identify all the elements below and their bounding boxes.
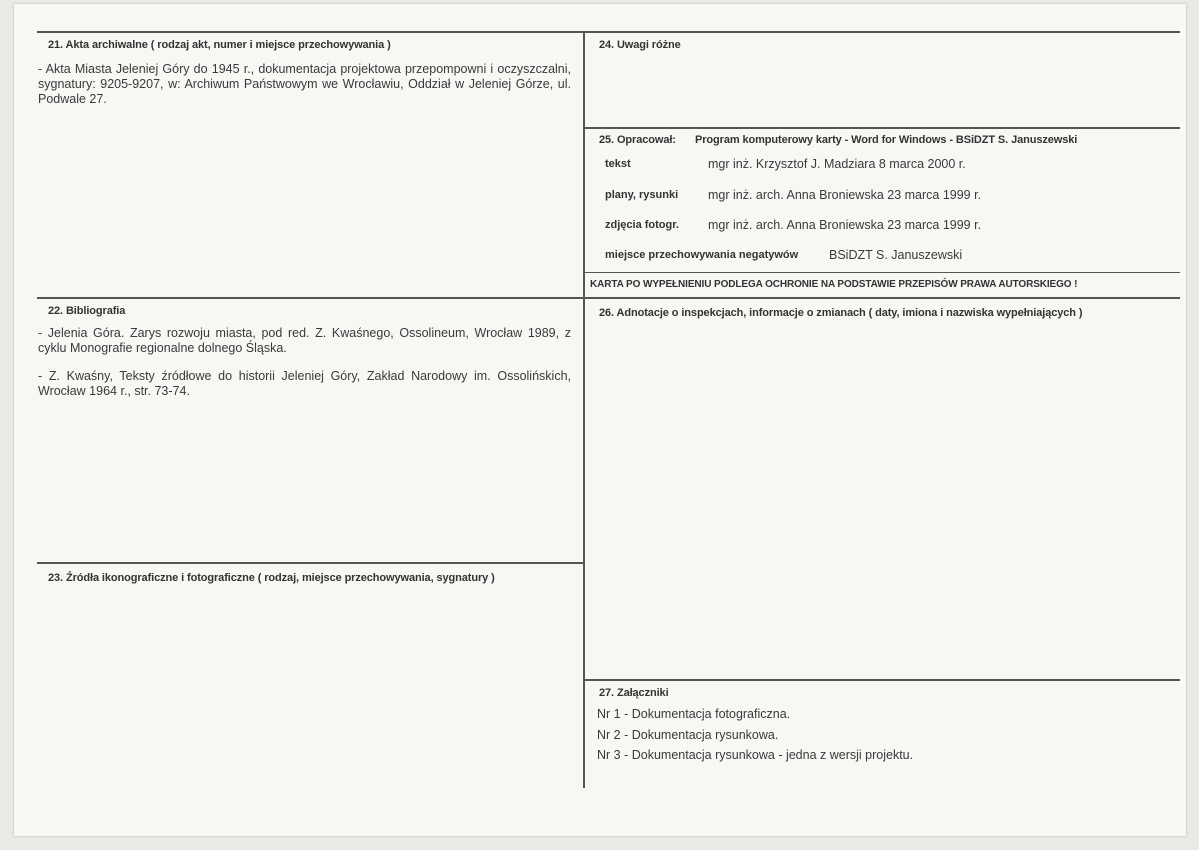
section-21-title: 21. Akta archiwalne ( rodzaj akt, numer i miejsce przechowywania ) [48,39,391,51]
plany-value: mgr inż. arch. Anna Broniewska 23 marca 1999 r. [708,188,982,202]
zdjecia-label: zdjęcia fotogr. [605,219,679,231]
section-21-text: - Akta Miasta Jeleniej Góry do 1945 r., dokumentacja projektowa przepompowni i oczyszczalni, sygnatury: 9205-9207, w: Archiwum Państwowym we Wrocławiu, Oddział w Jeleniej Górze, ul. Podwale 27. [38,62,571,106]
negatywy-value: BSiDZT S. Januszewski [829,248,963,262]
attachment-item-2: Nr 2 - Dokumentacja rysunkowa. [597,728,779,742]
section-26-title: 26. Adnotacje o inspekcjach, informacje o zmianach ( daty, imiona i nazwiska wypełniających ) [599,307,1083,319]
section-24-title: 24. Uwagi różne [599,39,681,51]
bibliography-item-2: - Z. Kwaśny, Teksty źródłowe do historii Jeleniej Góry, Zakład Narodowy im. Ossolińskich, Wrocław 1964 r., str. 73-74. [38,369,571,398]
section-22-title: 22. Bibliografia [48,305,126,317]
top-border-line [37,31,1180,33]
attachment-item-3: Nr 3 - Dokumentacja rysunkowa - jedna z wersji projektu. [597,748,914,762]
divider-21-22 [37,297,585,299]
plany-label: plany, rysunki [605,189,679,201]
center-divider-line [583,31,585,788]
copyright-notice: KARTA PO WYPEŁNIENIU PODLEGA OCHRONIE NA PODSTAWIE PRZEPISÓW PRAWA AUTORSKIEGO ! [590,279,1078,290]
bibliography-item-1: - Jelenia Góra. Zarys rozwoju miasta, pod red. Z. Kwaśnego, Ossolineum, Wrocław 1989, z cyklu Monografie regionalne dolnego Śląska. [38,326,571,355]
divider-25-26 [585,297,1180,299]
section-25-title-label: 25. Opracował: [599,134,676,146]
section-27-title: 27. Załączniki [599,687,669,699]
tekst-value: mgr inż. Krzysztof J. Madziara 8 marca 2000 r. [708,157,966,171]
attachment-item-1: Nr 1 - Dokumentacja fotograficzna. [597,707,791,721]
divider-25-notice [585,272,1180,273]
divider-22-23 [37,562,585,564]
section-23-title: 23. Źródła ikonograficzne i fotograficzne ( rodzaj, miejsce przechowywania, sygnatury ) [48,572,495,584]
divider-24-25 [585,127,1180,129]
section-25-title-value: Program komputerowy karty - Word for Windows - BSiDZT S. Januszewski [695,134,1078,146]
zdjecia-value: mgr inż. arch. Anna Broniewska 23 marca 1999 r. [708,218,982,232]
divider-26-27 [585,679,1180,681]
negatywy-label: miejsce przechowywania negatywów [605,249,799,261]
tekst-label: tekst [605,158,631,170]
